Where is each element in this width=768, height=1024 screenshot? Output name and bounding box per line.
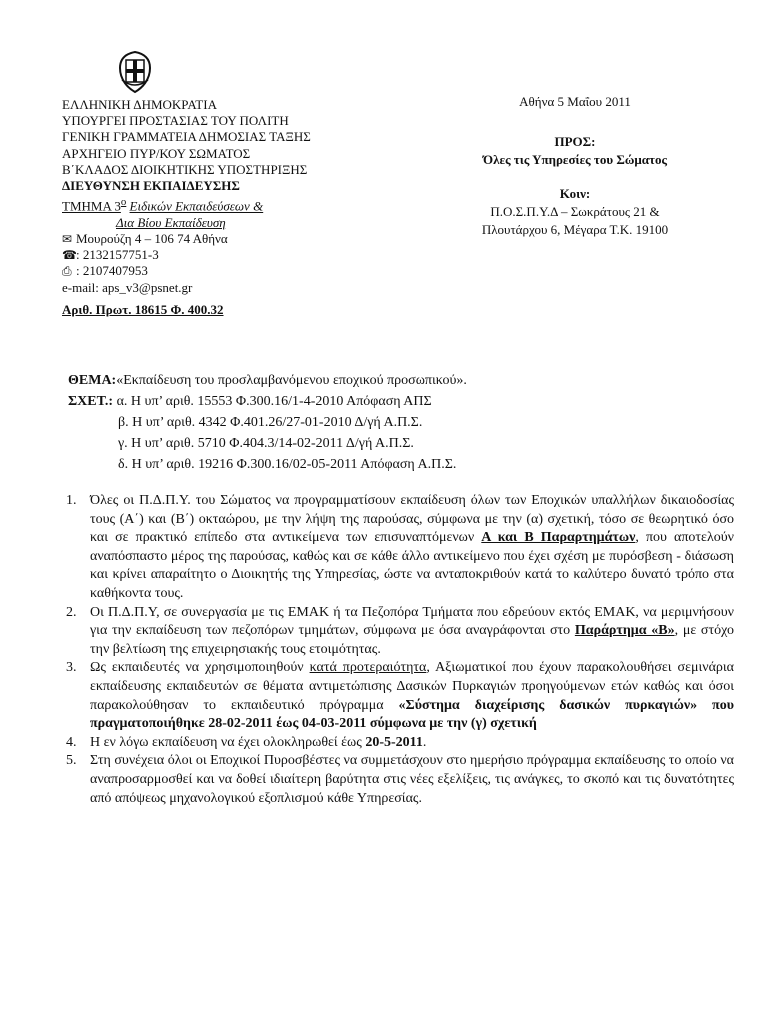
list-item xyxy=(66,492,734,604)
email: e-mail: aps_v3@psnet.gr xyxy=(62,279,193,295)
protocol-number: Αριθ. Πρωτ. 18615 Φ. 400.32 xyxy=(62,301,224,317)
to-label: ΠΡΟΣ: xyxy=(554,134,596,149)
fax: : 2107407953 xyxy=(76,263,148,279)
item-number: 1. xyxy=(66,493,77,508)
item-text: , που αποτελούν αναπόσπαστο μέρος της παρούσας, καθώς και σε κάθε άλλο αντικείμενο που έχει σχέση με πυρόσβεση - διάσωση και κρίνει απαραίτητο ο Διοικητής της Υπηρεσίας, ώστε να ανταποκριθούν κατά το καλύτερο δυνατό τρόπο στα καθήκοντα τους. xyxy=(90,530,734,601)
to-value: Όλες τις Υπηρεσίες του Σώματος xyxy=(483,152,667,167)
section-prefix: ΤΜΗΜΑ 3 xyxy=(62,198,121,214)
recipients-block xyxy=(430,93,720,239)
item-emphasis: Παράρτημα «Β» xyxy=(574,623,675,639)
item-number: 3. xyxy=(66,660,77,676)
item-bold: 20-5-2011 xyxy=(365,734,423,750)
list-item xyxy=(66,752,734,808)
item-bold: «Σύστημα διαχείρισης δασικών πυρκαγιών» που πραγματοποιήθηκε 28-02-2011 έως 04-03-2011 σύμφωνα με την (γ) σχετική xyxy=(90,697,734,732)
item-number: 2. xyxy=(66,604,77,620)
cc-label: Κοιν: xyxy=(559,186,591,201)
reference-item: δ. Η υπ’ αριθ. 19216 Φ.300.16/02-05-2011 Απόφαση Α.Π.Σ. xyxy=(118,457,457,472)
item-text: Ως εκπαιδευτές να χρησιμοποιηθούν xyxy=(90,660,310,676)
item-text: Στη συνέχεια όλοι οι Εποχικοί Πυροσβέστες να συμμετάσχουν στο ημερήσιο πρόγραμμα εκπαίδευσης το οποίο να αναπροσαρμοσθεί και να δοθεί ιδιαίτερη βαρύτητα στις νέες εξελίξεις, τις ανάγκες, το σκοπό και τις δυνατότητες από απόψεως μηχανολογικού εξοπλισμού κάθε Υπηρεσίας. xyxy=(90,753,734,806)
header-line: ΓΕΝΙΚΗ ΓΡΑΜΜΑΤΕΙΑ ΔΗΜΟΣΙΑΣ ΤΑΞΗΣ xyxy=(62,129,311,145)
phone-icon: ☎ xyxy=(62,248,77,263)
section-line xyxy=(62,194,382,215)
hellenic-republic-emblem-icon xyxy=(116,50,154,94)
header-line: ΕΛΛΗΝΙΚΗ ΔΗΜΟΚΡΑΤΙΑ xyxy=(62,97,217,112)
item-text: Οι Π.Δ.Π.Υ, σε συνεργασία με τις ΕΜΑΚ ή τα Πεζοπόρα Τμήματα που εδρεύουν εκτός ΕΜΑΚ, να μεριμνήσουν για την εκπαίδευση των πεζοπόρων τμημάτων, σύμφωνα με όσα αναγράφονται στο xyxy=(90,604,734,639)
item-number: 4. xyxy=(66,734,77,750)
phone-line xyxy=(62,247,382,263)
address-line xyxy=(62,231,382,247)
item-text: . xyxy=(422,734,427,750)
reference-line xyxy=(68,391,728,412)
envelope-icon: ✉ xyxy=(62,231,73,246)
phone: : 2132157751-3 xyxy=(76,247,159,263)
section-title: Ειδικών Εκπαιδεύσεων & xyxy=(129,198,264,214)
date: Αθήνα 5 Μαΐου 2011 xyxy=(519,94,631,109)
header-line: ΥΠΟΥΡΓΕΙ ΠΡΟΣΤΑΣΙΑΣ ΤΟΥ ΠΟΛΙΤΗ xyxy=(62,113,289,129)
sender-block xyxy=(62,97,382,318)
item-underline: κατά προτεραιότητα xyxy=(309,660,427,676)
item-text: Η εν λόγω εκπαίδευση να έχει ολοκληρωθεί έως xyxy=(90,734,366,750)
section-line-2 xyxy=(62,215,382,231)
subject-label: ΘΕΜΑ: xyxy=(68,373,117,388)
item-text: , Αξιωματικοί που έχουν παρακολουθήσει σεμινάρια εκπαίδευσης εκπαιδευτών σε θέματα αντιμετώπισης Δασικών Πυρκαγιών προηγούμενων ετών καθώς και όσοι παρακολούθησαν το εκπαιδευτικό πρόγραμμα xyxy=(90,660,734,713)
subject-block xyxy=(68,370,728,475)
document-body xyxy=(66,492,734,808)
subject-text: «Εκπαίδευση του προσλαμβανόμενου εποχικού προσωπικού». xyxy=(116,373,467,388)
reference-item: γ. Η υπ’ αριθ. 5710 Φ.404.3/14-02-2011 Δ/γή Α.Π.Σ. xyxy=(118,436,414,451)
reference-item: β. Η υπ’ αριθ. 4342 Φ.401.26/27-01-2010 Δ/γή Α.Π.Σ. xyxy=(118,415,423,430)
list-item xyxy=(66,659,734,733)
list-item xyxy=(66,734,734,753)
subject-line xyxy=(68,370,728,391)
reference-item: α. Η υπ’ αριθ. 15553 Φ.300.16/1-4-2010 Απόφαση ΑΠΣ xyxy=(116,394,432,409)
section-sup: ο xyxy=(120,196,127,209)
item-text: Όλες οι Π.Δ.Π.Υ. του Σώματος να προγραμματίσουν εκπαίδευση όλων των Εποχικών υπαλλήλων δικαιοδοσίας τους (Α΄) και (Β΄) οκταώρου, με την λήψη της παρούσας, σύμφωνα με την (α) σχετική, τόσο σε θεωρητικό όσο και σε πρακτικό επίπεδο στα αντικείμενα των επισυναπτόμενων xyxy=(90,493,734,546)
directorate: ΔΙΕΥΘΥΝΣΗ ΕΚΠΑΙΔΕΥΣΗΣ xyxy=(62,178,240,194)
item-text: , με στόχο την βελτίωση της επιχειρησιακής τους ετοιμότητας. xyxy=(90,623,734,657)
section-title-2: Δια Βίου Εκπαίδευση xyxy=(116,214,226,230)
references-label: ΣΧΕΤ.: xyxy=(68,394,114,409)
cc-line: Πλουτάρχου 6, Μέγαρα Τ.Κ. 19100 xyxy=(481,222,669,237)
address: Μουρούζη 4 – 106 74 Αθήνα xyxy=(76,230,228,246)
header-line: Β΄ΚΛΑΔΟΣ ΔΙΟΙΚΗΤΙΚΗΣ ΥΠΟΣΤΗΡΙΞΗΣ xyxy=(62,161,308,177)
item-number: 5. xyxy=(66,753,77,769)
list-item xyxy=(66,604,734,660)
cc-line: Π.Ο.Σ.Π.Υ.Δ – Σωκράτους 21 & xyxy=(490,204,660,219)
item-emphasis: Α και Β Παραρτημάτων xyxy=(481,530,636,546)
fax-line xyxy=(62,263,382,279)
fax-icon: ⎙ xyxy=(62,264,72,279)
header-line: ΑΡΧΗΓΕΙΟ ΠΥΡ/ΚΟΥ ΣΩΜΑΤΟΣ xyxy=(62,145,251,161)
